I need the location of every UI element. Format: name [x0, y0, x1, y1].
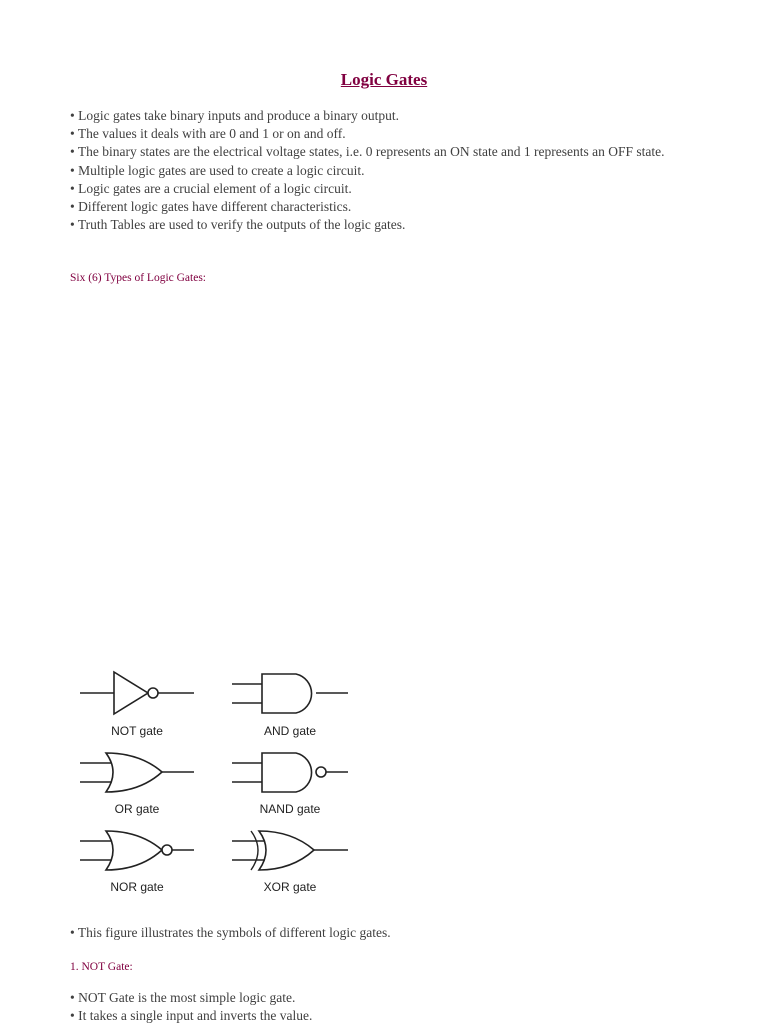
and-gate-label: AND gate: [263, 724, 317, 738]
list-item: • Logic gates are a crucial element of a logic circuit.: [70, 180, 352, 196]
list-item: • Logic gates take binary inputs and produce a binary output.: [70, 108, 400, 123]
not-gate-label: NOT gate: [111, 724, 163, 738]
not-gate-heading: 1. NOT Gate:: [70, 961, 133, 973]
or-gate-icon: [80, 753, 194, 792]
list-item: • The binary states are the electrical voltage states, i.e. 0 represents an ON state and 1 represents an OFF state.: [70, 144, 665, 160]
logic-gates-figure: [70, 660, 360, 900]
intro-bullet-list: [70, 107, 700, 234]
figure-caption: • This figure illustrates the symbols of different logic gates.: [70, 925, 391, 940]
nand-gate-label: NAND gate: [259, 802, 321, 816]
xor-gate-label: XOR gate: [263, 880, 317, 894]
nand-gate-icon: [232, 753, 348, 792]
not-gate-icon: [80, 672, 194, 714]
list-item: • Different logic gates have different characteristics.: [70, 199, 352, 215]
not-gate-bullet-1: • NOT Gate is the most simple logic gate.: [70, 990, 296, 1005]
nor-gate-label: NOR gate: [110, 880, 164, 894]
list-item: • Multiple logic gates are used to create a logic circuit.: [70, 162, 365, 178]
types-heading: Six (6) Types of Logic Gates:: [70, 272, 207, 284]
and-gate-icon: [232, 674, 348, 713]
not-gate-bullet-2: • It takes a single input and inverts the value.: [70, 1008, 313, 1023]
or-gate-label: OR gate: [114, 802, 160, 816]
list-item: • The values it deals with are 0 and 1 or on and off.: [70, 126, 346, 142]
xor-gate-icon: [232, 831, 348, 870]
nor-gate-icon: [80, 831, 194, 870]
page-title: Logic Gates: [340, 70, 428, 89]
list-item: • Truth Tables are used to verify the outputs of the logic gates.: [70, 217, 406, 233]
